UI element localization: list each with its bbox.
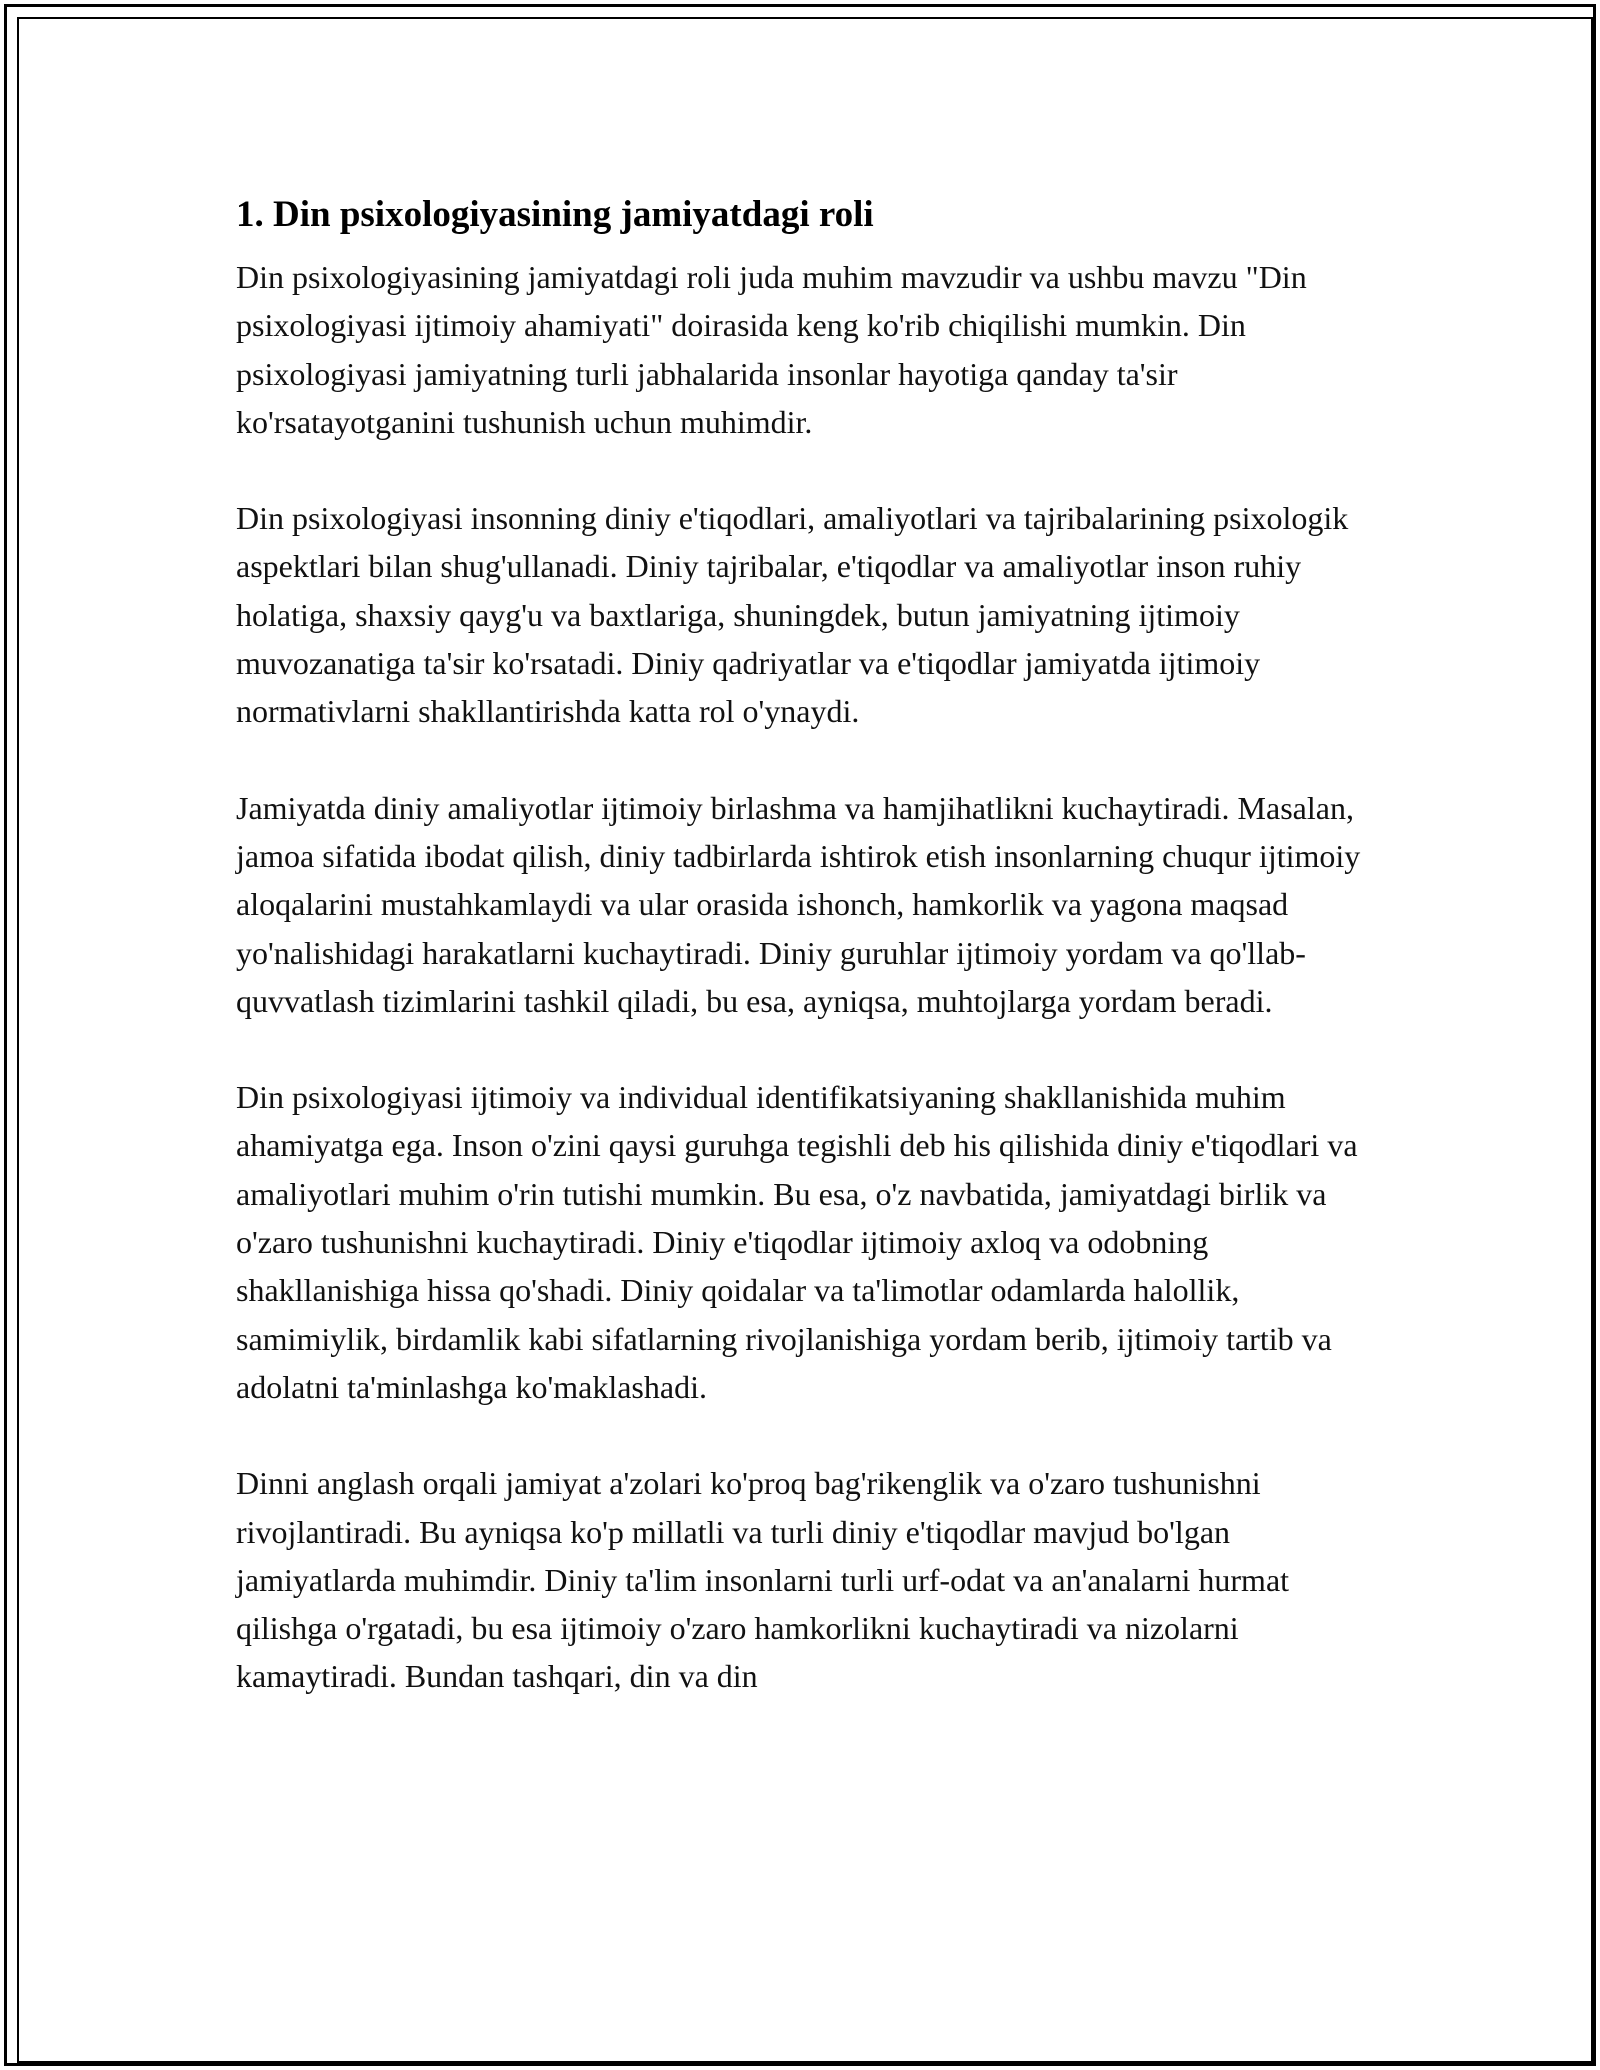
paragraph-2: Din psixologiyasi insonning diniy e'tiqodlari, amaliyotlari va tajribalarining psixologik aspektlari bilan shug'ullanadi. Diniy tajribalar, e'tiqodlar va amaliyotlar inson ruhiy holatiga, shaxsiy qayg'u va baxtlariga, shuningdek, butun jamiyatning ijtimoiy muvozanatiga ta'sir ko'rsatadi. Diniy qadriyatlar va e'tiqodlar jamiyatda ijtimoiy normativlarni shakllantirishda katta rol o'ynaydi. xyxy=(236,500,1349,730)
document-body xyxy=(236,183,1366,1749)
paragraph-5: Dinni anglash orqali jamiyat a'zolari ko'proq bag'rikenglik va o'zaro tushunishni rivojlantiradi. Bu ayniqsa ko'p millatli va turli diniy e'tiqodlar mavjud bo'lgan jamiyatlarda muhimdir. Diniy ta'lim insonlarni turli urf-odat va an'analarni hurmat qilishga o'rgatadi, bu esa ijtimoiy o'zaro hamkorlikni kuchaytiradi va nizolarni kamaytiradi. Bundan tashqari, din va din xyxy=(236,1465,1290,1695)
paragraph-4: Din psixologiyasi ijtimoiy va individual identifikatsiyaning shakllanishida muhim ahamiyatga ega. Inson o'zini qaysi guruhga tegishli deb his qilishida diniy e'tiqodlari va amaliyotlari muhim o'rin tutishi mumkin. Bu esa, o'z navbatida, jamiyatdagi birlik va o'zaro tushunishni kuchaytiradi. Diniy e'tiqodlar ijtimoiy axloq va odobning shakllanishiga hissa qo'shadi. Diniy qoidalar va ta'limotlar odamlarda halollik, samimiylik, birdamlik kabi sifatlarning rivojlanishiga yordam berib, ijtimoiy tartib va adolatni ta'minlashga ko'maklashadi. xyxy=(236,1079,1358,1405)
paragraph-3: Jamiyatda diniy amaliyotlar ijtimoiy birlashma va hamjihatlikni kuchaytiradi. Masalan, jamoa sifatida ibodat qilish, diniy tadbirlarda ishtirok etish insonlarning chuqur ijtimoiy aloqalarini mustahkamlaydi va ular orasida ishonch, hamkorlik va yagona maqsad yo'nalishidagi harakatlarni kuchaytiradi. Diniy guruhlar ijtimoiy yordam va qo'llab-quvvatlash tizimlarini tashkil qiladi, bu esa, ayniqsa, muhtojlarga yordam beradi. xyxy=(236,789,1361,1019)
paragraph-1: Din psixologiyasining jamiyatdagi roli juda muhim mavzudir va ushbu mavzu "Din psixologiyasi ijtimoiy ahamiyati" doirasida keng ko'rib chiqilishi mumkin. Din psixologiyasi jamiyatning turli jabhalarida insonlar hayotiga qanday ta'sir ko'rsatayotganini tushunish uchun muhimdir. xyxy=(236,259,1307,440)
section-heading: 1. Din psixologiyasining jamiyatdagi roli xyxy=(236,194,874,235)
